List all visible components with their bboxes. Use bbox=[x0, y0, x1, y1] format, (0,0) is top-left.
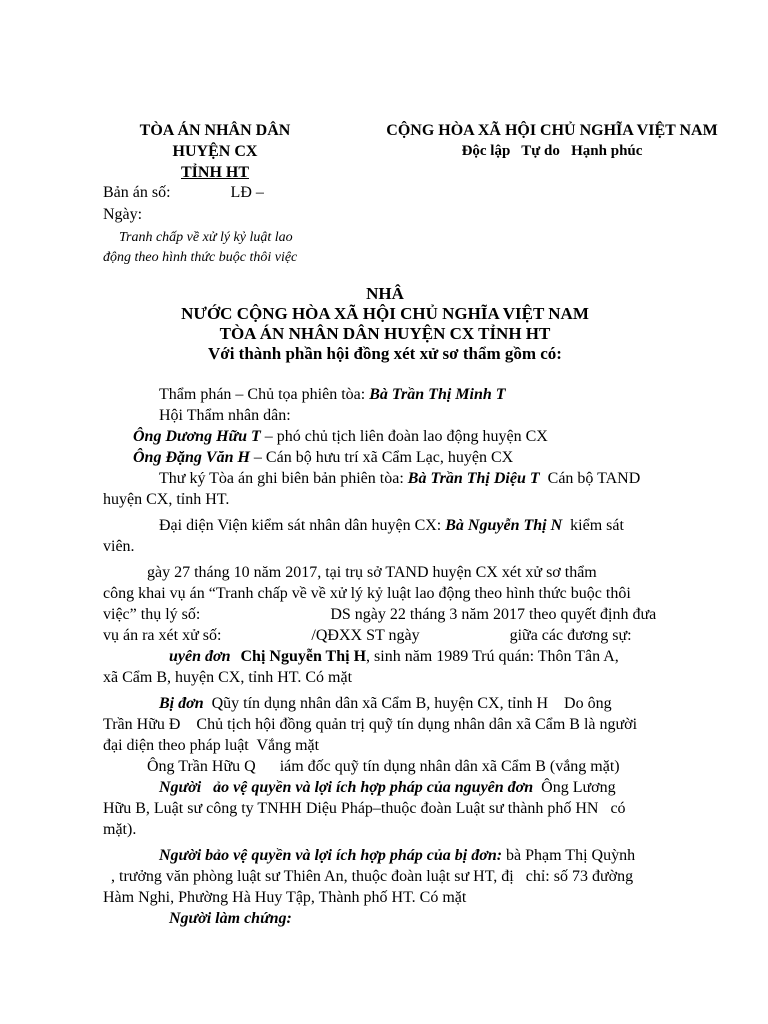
defendant-line-4: Ông Trần Hữu Q iám đốc quỹ tín dụng nhân dân xã Cẩm B (vắng mặt) bbox=[147, 758, 620, 775]
procurator-line-2: viên. bbox=[103, 538, 135, 555]
title-line-1: NHÂ bbox=[366, 284, 404, 303]
court-province: TỈNH HT bbox=[180, 164, 249, 181]
title-line-2: NƯỚC CỘNG HÒA XÃ HỘI CHỦ NGHĨA VIỆT NAM bbox=[181, 304, 589, 323]
title-line-3: TÒA ÁN NHÂN DÂN HUYỆN CX TỈNH HT bbox=[219, 324, 551, 343]
court-header bbox=[110, 120, 320, 183]
trial-para-line-4: vụ án ra xét xử số: /QĐXX ST ngày giữa các đương sự: bbox=[103, 627, 632, 644]
defendant-line-1: Bị đơn Qũy tín dụng nhân dân xã Cẩm B, huyện CX, tỉnh H Do ông bbox=[159, 695, 612, 712]
trial-para-line-1: gày 27 tháng 10 năm 2017, tại trụ sở TAND huyện CX xét xử sơ thẩm bbox=[147, 564, 597, 581]
defendant-line-2: Trần Hữu Đ Chủ tịch hội đồng quản trị quỹ tín dụng nhân dân xã Cẩm B là người bbox=[103, 716, 638, 733]
clerk-line-2: huyện CX, tỉnh HT. bbox=[103, 491, 230, 508]
judgment-number-label: Bản án số: bbox=[103, 184, 171, 201]
judgment-title bbox=[100, 284, 670, 364]
procurator-line-1: Đại diện Viện kiểm sát nhân dân huyện CX: Bà Nguyễn Thị N kiểm sát bbox=[159, 517, 624, 534]
plaintiff-counsel-line-1: Người ảo vệ quyền và lợi ích hợp pháp của nguyên đơn Ông Lương bbox=[159, 779, 616, 796]
trial-para-line-3: việc” thụ lý số: DS ngày 22 tháng 3 năm 2017 theo quyết định đưa bbox=[103, 606, 657, 623]
jury-member-2: Ông Đặng Văn H – Cán bộ hưu trí xã Cẩm Lạc, huyện CX bbox=[133, 449, 514, 466]
plaintiff-counsel-line-3: mặt). bbox=[103, 821, 137, 838]
judgment-body bbox=[103, 384, 697, 929]
jury-label: Hội Thẩm nhân dân: bbox=[159, 407, 291, 424]
judgment-number-line bbox=[103, 182, 333, 204]
defendant-counsel-line-2: , trưởng văn phòng luật sư Thiên An, thuộc đoàn luật sư HT, đị chỉ: số 73 đường bbox=[103, 868, 634, 885]
clerk-line-1: Thư ký Tòa án ghi biên bản phiên tòa: Bà Trần Thị Diệu T Cán bộ TAND bbox=[159, 470, 641, 487]
court-name: TÒA ÁN NHÂN DÂN bbox=[139, 122, 291, 139]
case-subject bbox=[103, 228, 333, 268]
defendant-counsel-line-3: Hàm Nghi, Phường Hà Huy Tập, Thành phố HT. Có mặt bbox=[103, 889, 467, 906]
plaintiff-line-2: xã Cẩm B, huyện CX, tỉnh HT. Có mặt bbox=[103, 669, 353, 686]
title-line-4: Với thành phần hội đồng xét xử sơ thẩm gồm có: bbox=[208, 344, 562, 363]
plaintiff-counsel-line-2: Hữu B, Luật sư công ty TNHH Diệu Pháp–thuộc đoàn Luật sư thành phố HN có bbox=[103, 800, 626, 817]
national-motto: Độc lập Tự do Hạnh phúc bbox=[461, 143, 643, 159]
defendant-line-3: đại diện theo pháp luật Vắng mặt bbox=[103, 737, 320, 754]
plaintiff-line-1: uyên đơn Chị Nguyễn Thị H, sinh năm 1989 Trú quán: Thôn Tân A, bbox=[169, 648, 619, 665]
judgment-number-value: LĐ – bbox=[230, 184, 264, 201]
case-meta bbox=[103, 182, 333, 268]
presiding-judge: Thẩm phán – Chủ tọa phiên tòa: Bà Trần Thị Minh T bbox=[159, 386, 506, 403]
national-name: CỘNG HÒA XÃ HỘI CHỦ NGHĨA VIỆT NAM bbox=[386, 122, 718, 139]
case-subject-line-2: động theo hình thức buộc thôi việc bbox=[103, 250, 298, 265]
court-district: HUYỆN CX bbox=[172, 143, 258, 160]
national-header bbox=[362, 120, 742, 162]
case-subject-line-1: Tranh chấp về xử lý kỷ luật lao bbox=[119, 230, 293, 245]
trial-para-line-2: công khai vụ án “Tranh chấp về về xử lý kỷ luật lao động theo hình thức buộc thôi bbox=[103, 585, 631, 602]
witness-label: Người làm chứng: bbox=[169, 910, 292, 927]
judgment-date-label: Ngày: bbox=[103, 206, 143, 223]
defendant-counsel-line-1: Người bảo vệ quyền và lợi ích hợp pháp của bị đơn: bà Phạm Thị Quỳnh bbox=[159, 847, 636, 864]
jury-member-1: Ông Dương Hữu T – phó chủ tịch liên đoàn lao động huyện CX bbox=[133, 428, 548, 445]
